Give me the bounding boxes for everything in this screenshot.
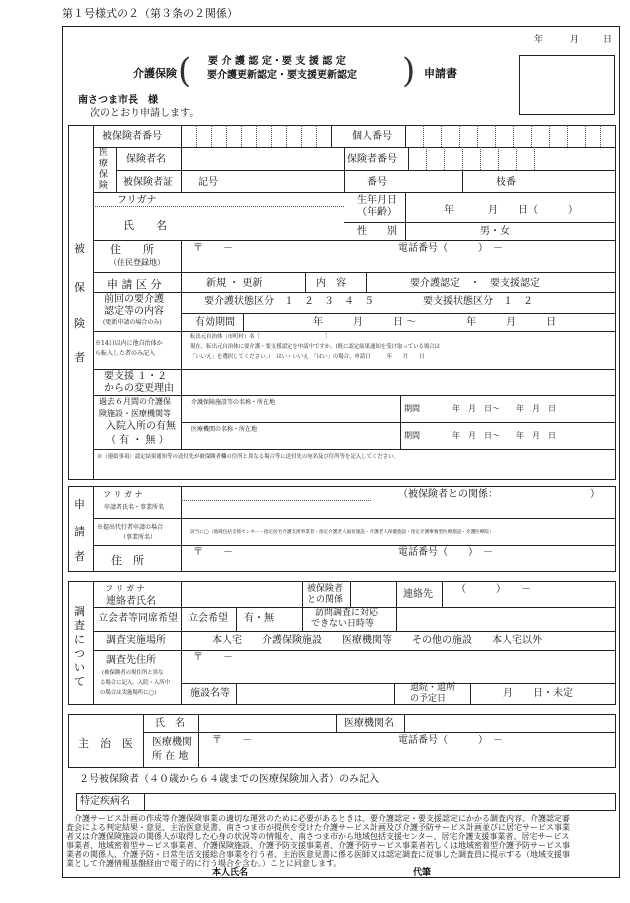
addressee: 南さつま市長 様: [78, 95, 158, 106]
transfer-line-3: 「いいえ」を選択してください。） はい・いいえ 「はい」の場合、申請日 年 月 日: [190, 354, 425, 360]
destination-sub-1: (被保険者の現住所と異な: [102, 670, 164, 676]
facility-name-field-label: 施設名等: [190, 688, 230, 699]
discharge-label-1: 退院・退所: [410, 683, 456, 693]
survey-side-label-4: つ: [74, 647, 85, 660]
destination-sub-2: る場合に記入。入院・入所中: [100, 680, 171, 686]
contact-relation-label-1: 被保険者: [307, 584, 344, 594]
attendance-options[interactable]: 有・無: [244, 613, 274, 624]
institution-address-label-1: 医療機関: [152, 737, 192, 748]
title-prefix: 介護保険: [133, 67, 177, 80]
applicant-postal-mark: 〒 －: [193, 547, 233, 558]
sex-label: 性 別: [357, 226, 397, 237]
date-day: 日: [603, 35, 613, 45]
facility-name-label: 介護保険施設等の名称・所在地: [191, 399, 276, 406]
applicant-relation-label: （被保険者との関係：: [398, 489, 498, 500]
transfer-line-2: 現在、転出元自治体に要介護・要支援認定を申請中ですか。(既に認定結果通知を受け取っている場合は: [190, 344, 441, 350]
previous-result-label-2: 認定等の内容: [104, 306, 164, 317]
applicant-side-label-2: 請: [74, 525, 85, 538]
name-label: 氏 名: [123, 219, 167, 232]
physician-phone-label: 電話番号（ ） －: [398, 735, 503, 746]
physician-section: [68, 714, 616, 768]
applicant-phone-label: 電話番号（ ） －: [398, 547, 493, 558]
location-options[interactable]: 本人宅 介護保険施設 医療機関等 その他の施設 本人宅以外: [212, 635, 542, 646]
insured-number-label: 被保険者番号: [102, 131, 162, 142]
title-line-1: 要 介 護 認 定・要 支 援 認 定: [208, 56, 346, 67]
consent-text-3: 者又は介護保険施設の関係人が取得した心身の状況等の情報を、南さつま市から地域包括支援センター、居宅介護支援事業者、居宅サービス: [66, 832, 570, 841]
birth-year: 年: [444, 205, 454, 216]
physician-label: 主 治 医: [78, 737, 133, 750]
care-level-options[interactable]: 要介護状態区分 １ ２ ３ ４ ５: [204, 296, 374, 307]
survey-side-label-6: て: [74, 675, 85, 688]
attendance-wish-label: 立会希望: [188, 613, 228, 624]
transfer-label-1: ※14日以内に他自治体か: [95, 340, 163, 347]
medical-period-label: 期間: [404, 431, 420, 440]
card-number-label: 番号: [367, 177, 387, 188]
medical-label-2: 療: [99, 159, 109, 169]
valid-period-value: 年 月 日 〜 年 月 日: [313, 317, 557, 328]
facility-period-label: 期間: [404, 404, 420, 413]
admission-label-3: 入院入所の有無: [106, 421, 176, 432]
contact-phone-value: （ ） －: [456, 584, 531, 595]
age-label: （年齢）: [357, 207, 397, 218]
physician-name-label: 氏 名: [155, 718, 185, 729]
address-sub-label: （住民登録地）: [109, 258, 165, 267]
application-type-label: 申 請 区 分: [107, 278, 162, 291]
institution-address-label-2: 所 在 地: [152, 751, 189, 762]
applicant-address-label: 住 所: [111, 554, 144, 567]
unavailable-label-1: 訪問調査に対応: [315, 608, 379, 618]
attendance-label: 立会者等同席希望: [98, 613, 178, 624]
medical-facility-name-label: 医療機関の名称・所在地: [191, 426, 258, 433]
previous-result-sub: (更新申請の場合のみ): [103, 319, 162, 326]
title-suffix: 申請書: [424, 67, 457, 80]
proxy-label-2: （事業所名）: [120, 534, 157, 541]
transfer-label-2: ら転入した者のみ記入: [95, 350, 156, 357]
medical-label-1: 医: [99, 148, 109, 158]
intro-text: 次のとおり申請します。: [90, 108, 200, 119]
consent-text-5: 業者の関係人、介護予防・日常生活支援総合事業を行う者、主治医意見書に係る医師又は認定調査に従事した調査員に提示する（地域支援事: [66, 850, 570, 859]
specific-disease-row: [76, 793, 616, 811]
previous-result-label-1: 前回の要介護: [104, 294, 164, 305]
consent-text-2: 査会による判定結果・意見、主治医意見書、南さつま市が提供を受けた介護サービス計画及び介護予防サービス計画並びに居宅サービス事業: [66, 823, 570, 832]
title-right-bracket-icon: ): [402, 51, 416, 91]
insurer-number-label: 保険者番号: [347, 154, 397, 165]
contact-name-label: 連絡者氏名: [106, 596, 156, 607]
specific-disease-label: 特定疾病名: [80, 796, 130, 807]
insured-postal-mark: 〒 －: [193, 243, 233, 254]
symbol-label: 記号: [198, 177, 218, 188]
contact-furigana-label: フ リ ガ ナ: [105, 584, 145, 593]
change-reason-label-2: からの変更理由: [104, 383, 174, 394]
content-options[interactable]: 要介護認定 ・ 要支援認定: [410, 278, 540, 289]
survey-side-label-1: 調: [74, 605, 85, 618]
survey-side-label-5: い: [74, 661, 85, 674]
admission-options[interactable]: （ 有 ・ 無 ）: [106, 435, 169, 446]
form-number: 第１号様式の２（第３条の２関係）: [62, 7, 238, 20]
address-label: 住 所: [110, 243, 154, 256]
applicant-name-label: 申請者氏名・事業所名: [104, 504, 165, 511]
birth-label: 生年月日: [357, 195, 397, 206]
institution-name-label: 医療機関名: [344, 718, 394, 729]
survey-side-label-2: 査: [74, 619, 85, 632]
destination-postal-mark: 〒 －: [193, 652, 233, 663]
applicant-furigana-label: フ リ ガ ナ: [103, 490, 143, 499]
date-year: 年: [534, 35, 544, 45]
insured-card-label: 被保険者証: [123, 177, 173, 188]
insurer-name-label: 保険者名: [126, 154, 166, 165]
transfer-line-1: 転出元自治体（市町村）名［ ］: [190, 334, 331, 340]
location-label: 調査実施場所: [106, 635, 166, 646]
discharge-value: 月 日・未定: [503, 688, 573, 699]
application-type-options[interactable]: 新規 ・ 更新: [206, 278, 263, 289]
consent-text-4: 事業者、地域密着型サービス事業者、介護保険施設、介護予防支援事業者、介護予防サービス事業者若しくは地域密着型介護予防サービス事: [66, 841, 570, 850]
applicant-side-label-1: 申: [74, 498, 85, 511]
medical-label-4: 険: [99, 181, 109, 191]
birth-month: 月: [488, 205, 498, 216]
insured-side-label-2: 保: [74, 281, 85, 294]
proxy-options[interactable]: 該当に◯（地域包括支援センター・指定居宅介護支援事業者・指定介護老人福祉施設・介護老人保健施設・指定介護療養型医療施設・介護医療院）: [190, 530, 494, 535]
admission-label-1: 過去６月間の介護保: [99, 397, 171, 406]
change-reason-label-1: 要支援 １・２: [104, 371, 168, 382]
insured-side-label-1: 被: [74, 242, 85, 255]
personal-number-label: 個人番号: [352, 131, 392, 142]
birth-day: 日（ ）: [518, 205, 578, 216]
support-level-options[interactable]: 要支援状態区分 １ ２: [423, 296, 533, 307]
sex-options[interactable]: 男・女: [480, 226, 510, 237]
medical-period-value: 年 月 日〜 年 月 日: [452, 431, 556, 440]
medical-label-3: 保: [99, 170, 109, 180]
receipt-stamp-box: [519, 55, 615, 115]
contact-note: ※（連絡事項）認定結果通知等の送付先が被保険者欄の住所と異なる場合等に送付先の宛名及び住所等を記入してください。: [97, 454, 399, 460]
proxy-label-1: ※提出代行者申請の場合: [97, 524, 164, 531]
facility-period-value: 年 月 日〜 年 月 日: [452, 404, 556, 413]
physician-postal-mark: 〒 －: [212, 735, 252, 746]
insured-side-label-4: 者: [74, 351, 85, 364]
contact-relation-label-2: との関係: [307, 595, 344, 605]
destination-sub-3: の場合は実施場所に◯): [100, 690, 157, 696]
insured-side-label-3: 険: [74, 317, 85, 330]
signature-label: 本人氏名: [212, 868, 249, 878]
title-line-2: 要介護更新認定・要支援更新認定: [207, 70, 357, 81]
unavailable-label-2: できない日時等: [311, 619, 375, 629]
applicant-relation-close: ）: [590, 489, 600, 500]
content-label: 内 容: [316, 278, 346, 289]
applicant-side-label-3: 者: [74, 550, 85, 563]
insured-phone-label: 電話番号（ ） －: [398, 243, 503, 254]
furigana-label: フリガナ: [117, 195, 157, 206]
title-left-bracket-icon: (: [178, 51, 192, 91]
branch-label: 枝番: [496, 177, 516, 188]
discharge-label-2: の予定日: [410, 694, 447, 704]
destination-label: 調査先住所: [106, 655, 156, 666]
proxy-writing-label: 代筆: [413, 868, 432, 878]
date-month: 月: [570, 35, 580, 45]
admission-label-2: 険施設・医療機関等: [99, 409, 171, 418]
contact-label: 連絡先: [403, 589, 433, 600]
consent-text-1: 介護サービス計画の作成等介護保険事業の適切な運営のために必要があるときは、要介護認定・要支援認定にかかる調査内容、介護認定審: [74, 814, 570, 823]
valid-period-label: 有効期間: [195, 317, 235, 328]
survey-side-label-3: に: [74, 633, 85, 646]
consent-text-6: 業として介護情報基盤経由で電子的に行う場合を含む。）ことに同意します。: [66, 859, 342, 868]
secondary-insured-note: ２号被保険者（４０歳から６４歳までの医療保険加入者）のみ記入: [79, 774, 379, 785]
